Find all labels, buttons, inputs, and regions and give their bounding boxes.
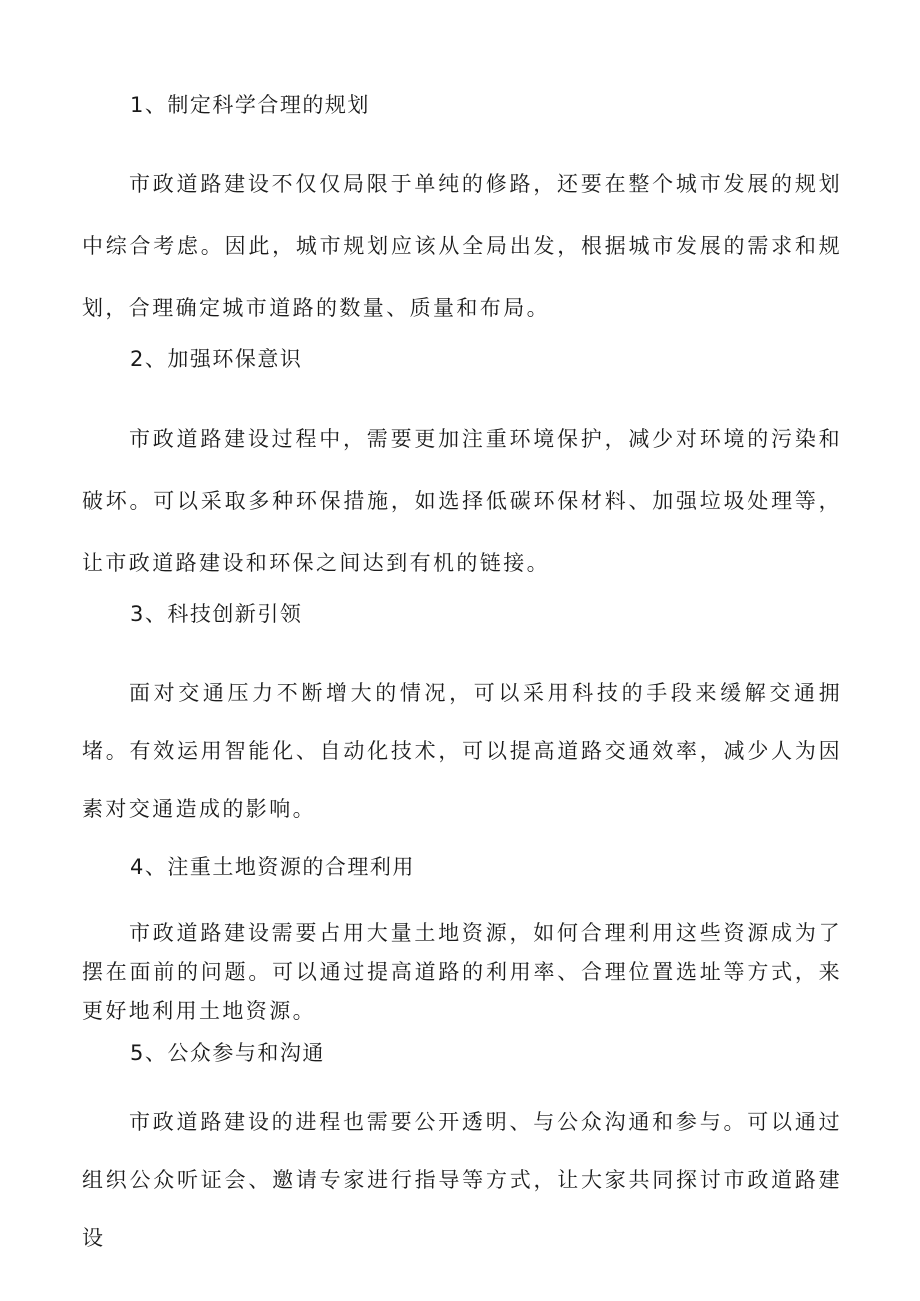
section-2-body: 市政道路建设过程中，需要更加注重环境保护，减少对环境的污染和破坏。可以采取多种环保措施，如选择低碳环保材料、加强垃圾处理等，让市政道路建设和环保之间达到有机的链接。: [82, 427, 842, 575]
section-2-heading: 2、加强环保意识: [130, 347, 303, 371]
section-5-body: 市政道路建设的进程也需要公开透明、与公众沟通和参与。可以通过组织公众听证会、邀请专家进行指导等方式，让大家共同探讨市政道路建设: [82, 1110, 842, 1250]
section-1-heading: 1、制定科学合理的规划: [130, 93, 370, 117]
section-1-body: 市政道路建设不仅仅局限于单纯的修路，还要在整个城市发展的规划中综合考虑。因此，城市规划应该从全局出发，根据城市发展的需求和规划，合理确定城市道路的数量、质量和布局。: [82, 172, 842, 320]
section-4-body: 市政道路建设需要占用大量土地资源，如何合理利用这些资源成为了摆在面前的问题。可以通过提高道路的利用率、合理位置选址等方式，来更好地利用土地资源。: [82, 921, 842, 1023]
section-3-heading: 3、科技创新引领: [130, 602, 303, 626]
section-5-heading: 5、公众参与和沟通: [130, 1041, 325, 1065]
section-3-body: 面对交通压力不断增大的情况，可以采用科技的手段来缓解交通拥堵。有效运用智能化、自动化技术，可以提高道路交通效率，减少人为因素对交通造成的影响。: [82, 681, 842, 821]
section-4-heading: 4、注重土地资源的合理利用: [130, 855, 415, 879]
